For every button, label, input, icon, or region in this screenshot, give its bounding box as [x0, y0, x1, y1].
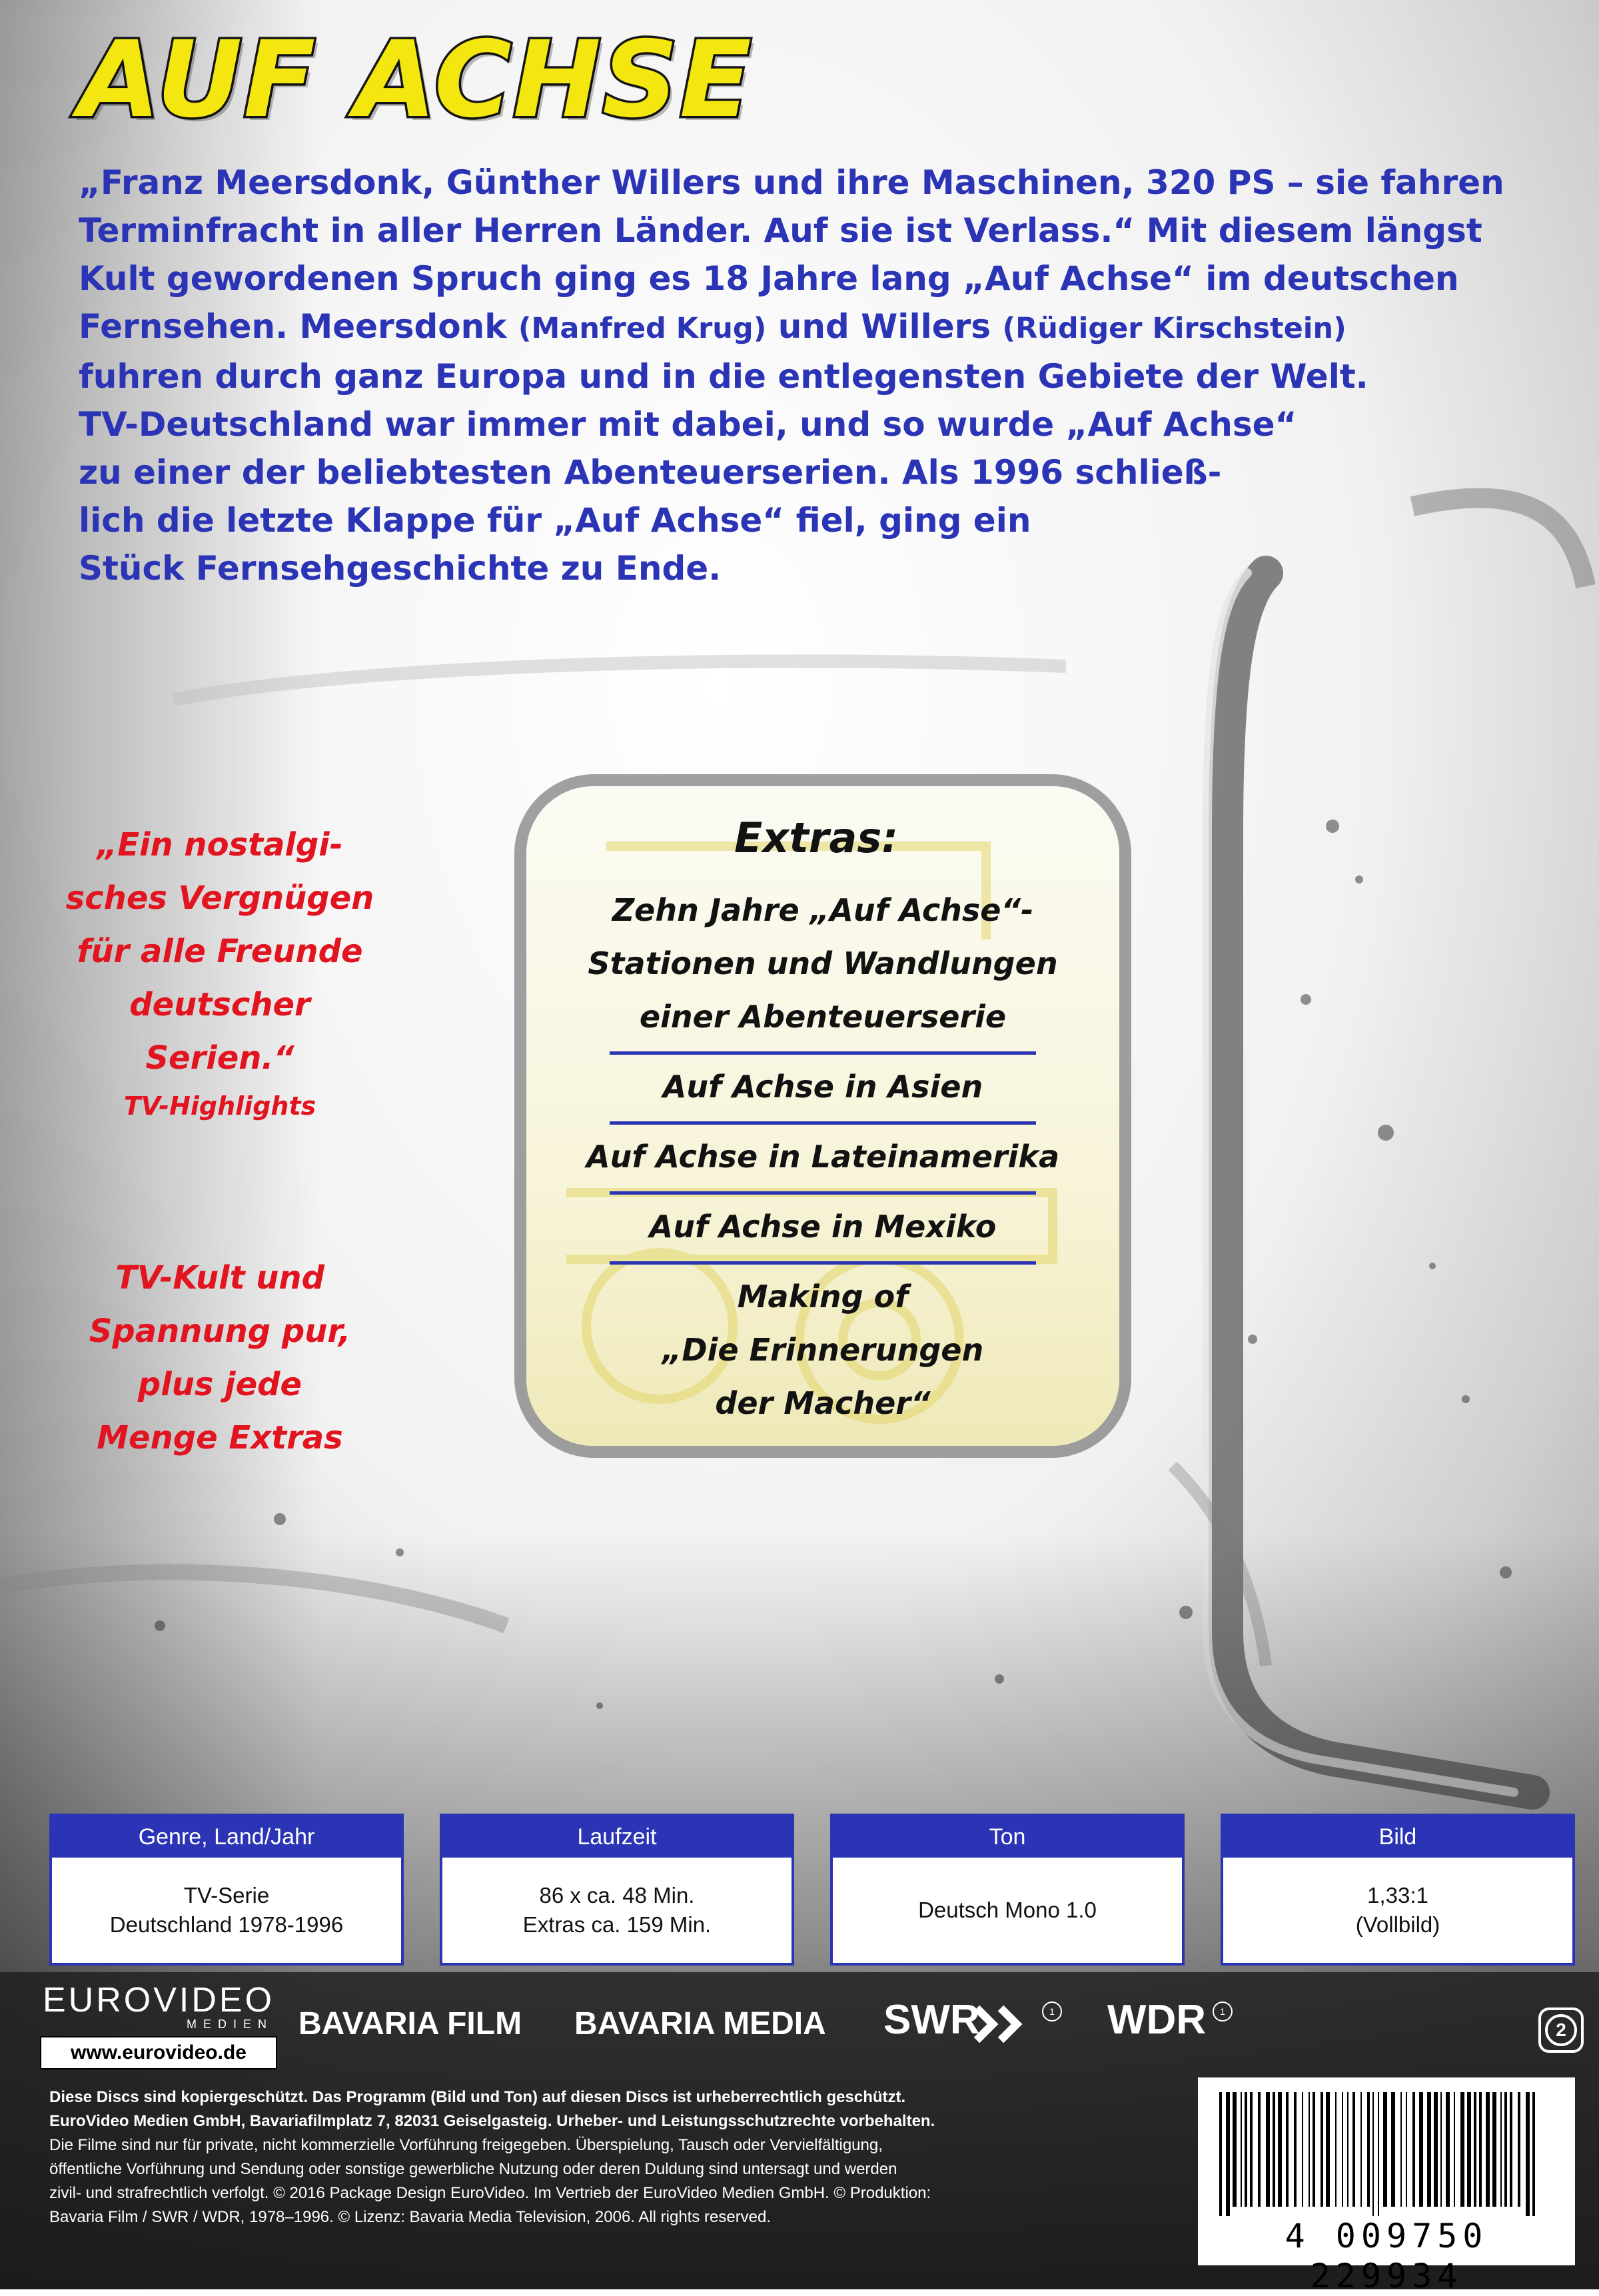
extras-item-line: Auf Achse in Asien — [662, 1069, 983, 1105]
extras-item-line: der Macher“ — [715, 1385, 931, 1421]
barcode-bar — [1286, 2092, 1289, 2207]
barcode-bar — [1250, 2092, 1253, 2207]
quote-line: sches Vergnügen — [65, 879, 374, 917]
barcode-bar — [1241, 2092, 1242, 2207]
legal-line: zivil- und strafrechtlich verfolgt. © 2016 Package Design EuroVideo. Im Vertrieb der EuroVideo Medien GmbH. © Produktion: — [49, 2184, 931, 2202]
extras-item-line: Auf Achse in Mexiko — [649, 1209, 997, 1245]
barcode-bar — [1412, 2092, 1415, 2207]
intro-line: lich die letzte Klappe für „Auf Achse“ fiel, ging ein — [79, 501, 1031, 540]
registered-icon: 1 — [1042, 2002, 1062, 2021]
legal-line: öffentliche Vorführung und Sendung oder sonstige gewerbliche Nutzung oder deren Duldung sind untersagt und werden — [49, 2160, 897, 2178]
extras-item-line: Making of — [737, 1279, 909, 1315]
wdr-logo: WDR — [1107, 1997, 1207, 2043]
extras-divider — [610, 1191, 1036, 1195]
extras-list — [520, 806, 1126, 1436]
spec-box-genre — [49, 1814, 404, 1966]
barcode-bar — [1372, 2092, 1374, 2216]
barcode-bar — [1309, 2092, 1310, 2207]
barcode-bar — [1434, 2092, 1438, 2207]
extras-item-line: einer Abenteuerserie — [639, 999, 1007, 1035]
barcode-bar — [1492, 2092, 1496, 2207]
registered-icon: 1 — [1213, 2002, 1233, 2021]
barcode-number: 4 009750 229934 — [1285, 2217, 1488, 2295]
spec-value: TV-Serie — [183, 1883, 270, 1908]
spec-body — [833, 1858, 1182, 1963]
barcode-bar — [1474, 2092, 1476, 2207]
quote-line: „Ein nostalgi- — [97, 826, 343, 863]
tagline-line: plus jede — [137, 1366, 302, 1403]
intro-segment: und Willers — [766, 307, 1003, 346]
age-rating-value: 2 — [1556, 2019, 1566, 2040]
barcode-bar — [1266, 2092, 1270, 2207]
barcode-bar — [1278, 2092, 1282, 2207]
barcode-bar — [1391, 2092, 1395, 2207]
barcode-bar — [1526, 2092, 1530, 2216]
spec-header: Genre, Land/Jahr — [52, 1816, 401, 1858]
extras-heading: Extras: — [734, 814, 899, 862]
barcode-bar — [1347, 2092, 1348, 2207]
spec-value: 1,33:1 — [1367, 1883, 1428, 1908]
intro-segment: Fernsehen. Meersdonk — [79, 307, 518, 346]
extras-divider — [610, 1121, 1036, 1125]
quote-line: für alle Freunde — [77, 933, 363, 970]
spec-header: Bild — [1223, 1816, 1572, 1858]
intro-line: zu einer der beliebtesten Abenteuerserien. Als 1996 schließ- — [79, 453, 1222, 492]
swr-logo: SWR — [883, 1997, 980, 2043]
spec-value: Deutschland 1978-1996 — [109, 1912, 344, 1937]
legal-line: Diese Discs sind kopiergeschützt. Das Programm (Bild und Ton) auf diesen Discs ist urheberrechtlich geschützt. — [49, 2088, 906, 2106]
spec-value: Deutsch Mono 1.0 — [918, 1898, 1097, 1922]
eurovideo-logo — [40, 1983, 277, 2069]
barcode-bar — [1460, 2092, 1464, 2207]
intro-line: fuhren durch ganz Europa und in die entlegensten Gebiete der Welt. — [79, 357, 1368, 396]
barcode-bar — [1518, 2092, 1520, 2207]
barcode-bar — [1532, 2092, 1535, 2216]
intro-text — [79, 159, 1531, 592]
spec-value: Extras ca. 159 Min. — [522, 1912, 712, 1937]
legal-notice — [49, 2085, 1142, 2229]
actor-name: (Rüdiger Kirschstein) — [1002, 312, 1346, 345]
spec-value: (Vollbild) — [1355, 1912, 1440, 1937]
barcode-bar — [1486, 2092, 1490, 2207]
barcode-bar — [1294, 2092, 1297, 2207]
bavaria-media-logo: BAVARIA MEDIA — [574, 2006, 826, 2041]
barcode-bar — [1352, 2092, 1355, 2207]
spec-box-audio — [830, 1814, 1185, 1966]
extras-item — [520, 1266, 1126, 1436]
barcode-bar — [1342, 2092, 1343, 2207]
actor-name: (Manfred Krug) — [518, 312, 767, 345]
barcode-bar — [1400, 2092, 1402, 2207]
barcode-bar — [1378, 2092, 1379, 2216]
tagline — [40, 1251, 400, 1464]
intro-line: TV-Deutschland war immer mit dabei, und so wurde „Auf Achse“ — [79, 405, 1297, 444]
extras-item — [520, 1126, 1126, 1190]
swr-arrows-icon — [974, 2003, 1037, 2045]
spec-value: 86 x ca. 48 Min. — [539, 1883, 695, 1908]
legal-line: Die Filme sind nur für private, nicht kommerzielle Vorführung freigegeben. Überspielung, Tausch oder Vervielfältigung, — [49, 2136, 883, 2154]
extras-item-line: „Die Erinnerungen — [662, 1332, 984, 1368]
press-quote — [40, 818, 400, 1127]
tagline-line: Menge Extras — [97, 1419, 343, 1456]
extras-item — [520, 1196, 1126, 1260]
eurovideo-name: EUROVIDEO — [42, 1981, 275, 2019]
extras-item-line: Auf Achse in Lateinamerika — [586, 1139, 1059, 1175]
spec-box-picture — [1221, 1814, 1575, 1966]
barcode-bar — [1427, 2092, 1431, 2207]
spec-body — [52, 1858, 401, 1963]
extras-item — [520, 879, 1126, 1050]
barcode-bar — [1313, 2092, 1315, 2207]
quote-line: Serien.“ — [145, 1039, 294, 1077]
tagline-line: Spannung pur, — [89, 1313, 351, 1350]
intro-line: Kult gewordenen Spruch ging es 18 Jahre lang „Auf Achse“ im deutschen — [79, 259, 1459, 298]
barcode-bar — [1335, 2092, 1336, 2207]
quote-line: deutscher — [129, 986, 310, 1023]
barcode-bar — [1467, 2092, 1471, 2207]
spec-body — [442, 1858, 792, 1963]
barcode-bar — [1226, 2092, 1230, 2216]
extras-divider — [610, 1261, 1036, 1265]
barcode-bar — [1383, 2092, 1387, 2207]
barcode-bar — [1326, 2092, 1330, 2207]
bavaria-film-logo: BAVARIA FILM — [298, 2006, 522, 2041]
intro-line: Stück Fernsehgeschichte zu Ende. — [79, 549, 722, 588]
barcode-bars — [1215, 2092, 1558, 2216]
barcode-bar — [1360, 2092, 1362, 2207]
barcode-bar — [1406, 2092, 1407, 2207]
spec-header: Ton — [833, 1816, 1182, 1858]
intro-line: „Franz Meersdonk, Günther Willers und ihre Maschinen, 320 PS – sie fahren — [79, 163, 1504, 202]
barcode-bar — [1273, 2092, 1275, 2207]
extras-divider — [610, 1051, 1036, 1055]
spec-box-runtime — [440, 1814, 794, 1966]
barcode — [1198, 2077, 1575, 2295]
barcode-bar — [1302, 2092, 1303, 2207]
barcode-bar — [1219, 2092, 1222, 2216]
logo-bar — [0, 1983, 1599, 2083]
barcode-bar — [1500, 2092, 1502, 2207]
barcode-bar — [1510, 2092, 1512, 2207]
barcode-bar — [1233, 2092, 1237, 2207]
quote-source: TV-Highlights — [123, 1091, 316, 1121]
spec-body — [1223, 1858, 1572, 1963]
barcode-bar — [1367, 2092, 1370, 2207]
barcode-bar — [1504, 2092, 1507, 2207]
spec-boxes — [49, 1814, 1575, 1966]
barcode-bar — [1419, 2092, 1423, 2207]
extras-item — [520, 1056, 1126, 1120]
eurovideo-sub: MEDIEN — [186, 2017, 273, 2031]
legal-line: Bavaria Film / SWR / WDR, 1978–1996. © Lizenz: Bavaria Media Television, 2006. All rights reserved. — [49, 2208, 772, 2226]
barcode-bar — [1454, 2092, 1455, 2207]
spec-header: Laufzeit — [442, 1816, 792, 1858]
extras-item-line: Stationen und Wandlungen — [588, 945, 1058, 981]
barcode-bar — [1245, 2092, 1247, 2207]
legal-line: EuroVideo Medien GmbH, Bavariafilmplatz 7, 82031 Geiselgasteig. Urheber- und Leistungsschutzrechte vorbehalten. — [49, 2112, 935, 2130]
intro-line: Terminfracht in aller Herren Länder. Auf sie ist Verlass.“ Mit diesem längst — [79, 211, 1482, 250]
extras-item-line: Zehn Jahre „Auf Achse“- — [612, 892, 1034, 928]
barcode-bar — [1321, 2092, 1323, 2207]
barcode-bar — [1440, 2092, 1442, 2207]
eurovideo-url: www.eurovideo.de — [40, 2036, 277, 2069]
series-title: AUF ACHSE — [79, 19, 753, 141]
tagline-line: TV-Kult und — [115, 1259, 324, 1297]
intro-line-cast — [79, 302, 1531, 352]
barcode-bar — [1258, 2092, 1261, 2207]
barcode-bar — [1446, 2092, 1450, 2207]
barcode-bar — [1479, 2092, 1482, 2207]
